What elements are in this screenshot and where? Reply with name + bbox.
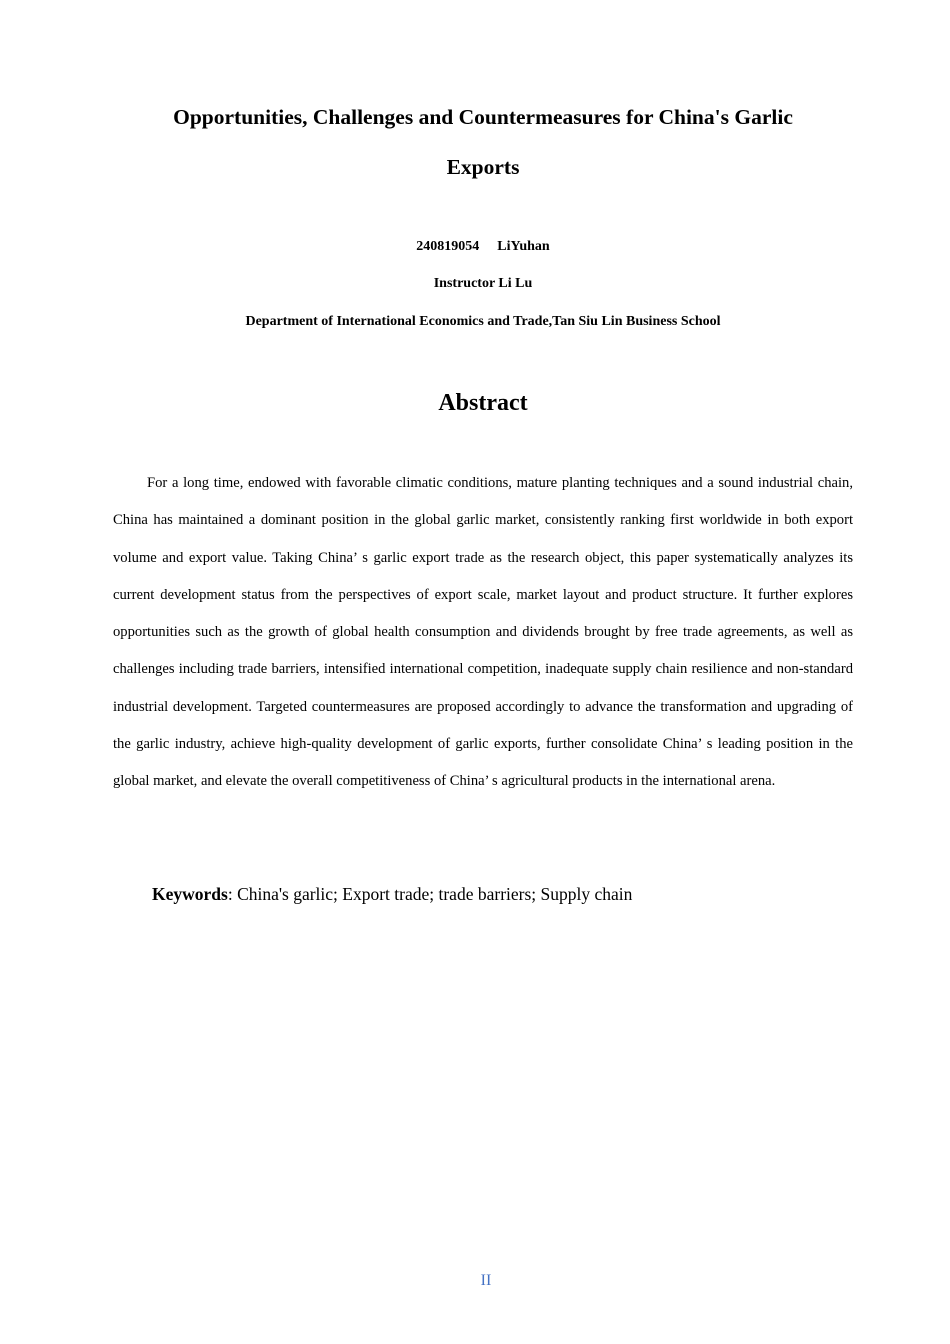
author-line <box>100 237 866 257</box>
paper-title <box>100 92 866 192</box>
keywords-line <box>152 880 852 908</box>
student-id: 240819054 <box>416 239 480 254</box>
keywords-text: : China's garlic; Export trade; trade barriers; Supply chain <box>227 884 633 904</box>
paper-title-line-1: Opportunities, Challenges and Countermeasures for China's Garlic <box>173 105 793 129</box>
paper-title-line-2: Exports <box>446 155 520 179</box>
author-name: LiYuhan <box>497 239 550 254</box>
instructor-line: Instructor Li Lu <box>433 276 533 291</box>
page-number: II <box>480 1272 492 1289</box>
abstract-heading: Abstract <box>438 390 528 416</box>
department-line: Department of International Economics and Trade,Tan Siu Lin Business School <box>245 314 721 329</box>
keywords-label: Keywords <box>152 884 228 904</box>
abstract-body: For a long time, endowed with favorable climatic conditions, mature planting techniques and a sound industrial chain, China has maintained a dominant position in the global garlic market, consistently ranking first worldwide in both export volume and export value. Taking China’ s garlic export trade as the research object, this paper systematically analyzes its current development status from the perspectives of export scale, market layout and product structure. It further explores opportunities such as the growth of global health consumption and dividends brought by free trade agreements, as well as challenges including trade barriers, intensified international competition, inadequate supply chain resilience and non-standard industrial development. Targeted countermeasures are proposed accordingly to advance the transformation and upgrading of the garlic industry, achieve high-quality development of garlic exports, further consolidate China’ s leading position in the global market, and elevate the overall competitiveness of China’ s agricultural products in the international arena. <box>113 475 853 790</box>
